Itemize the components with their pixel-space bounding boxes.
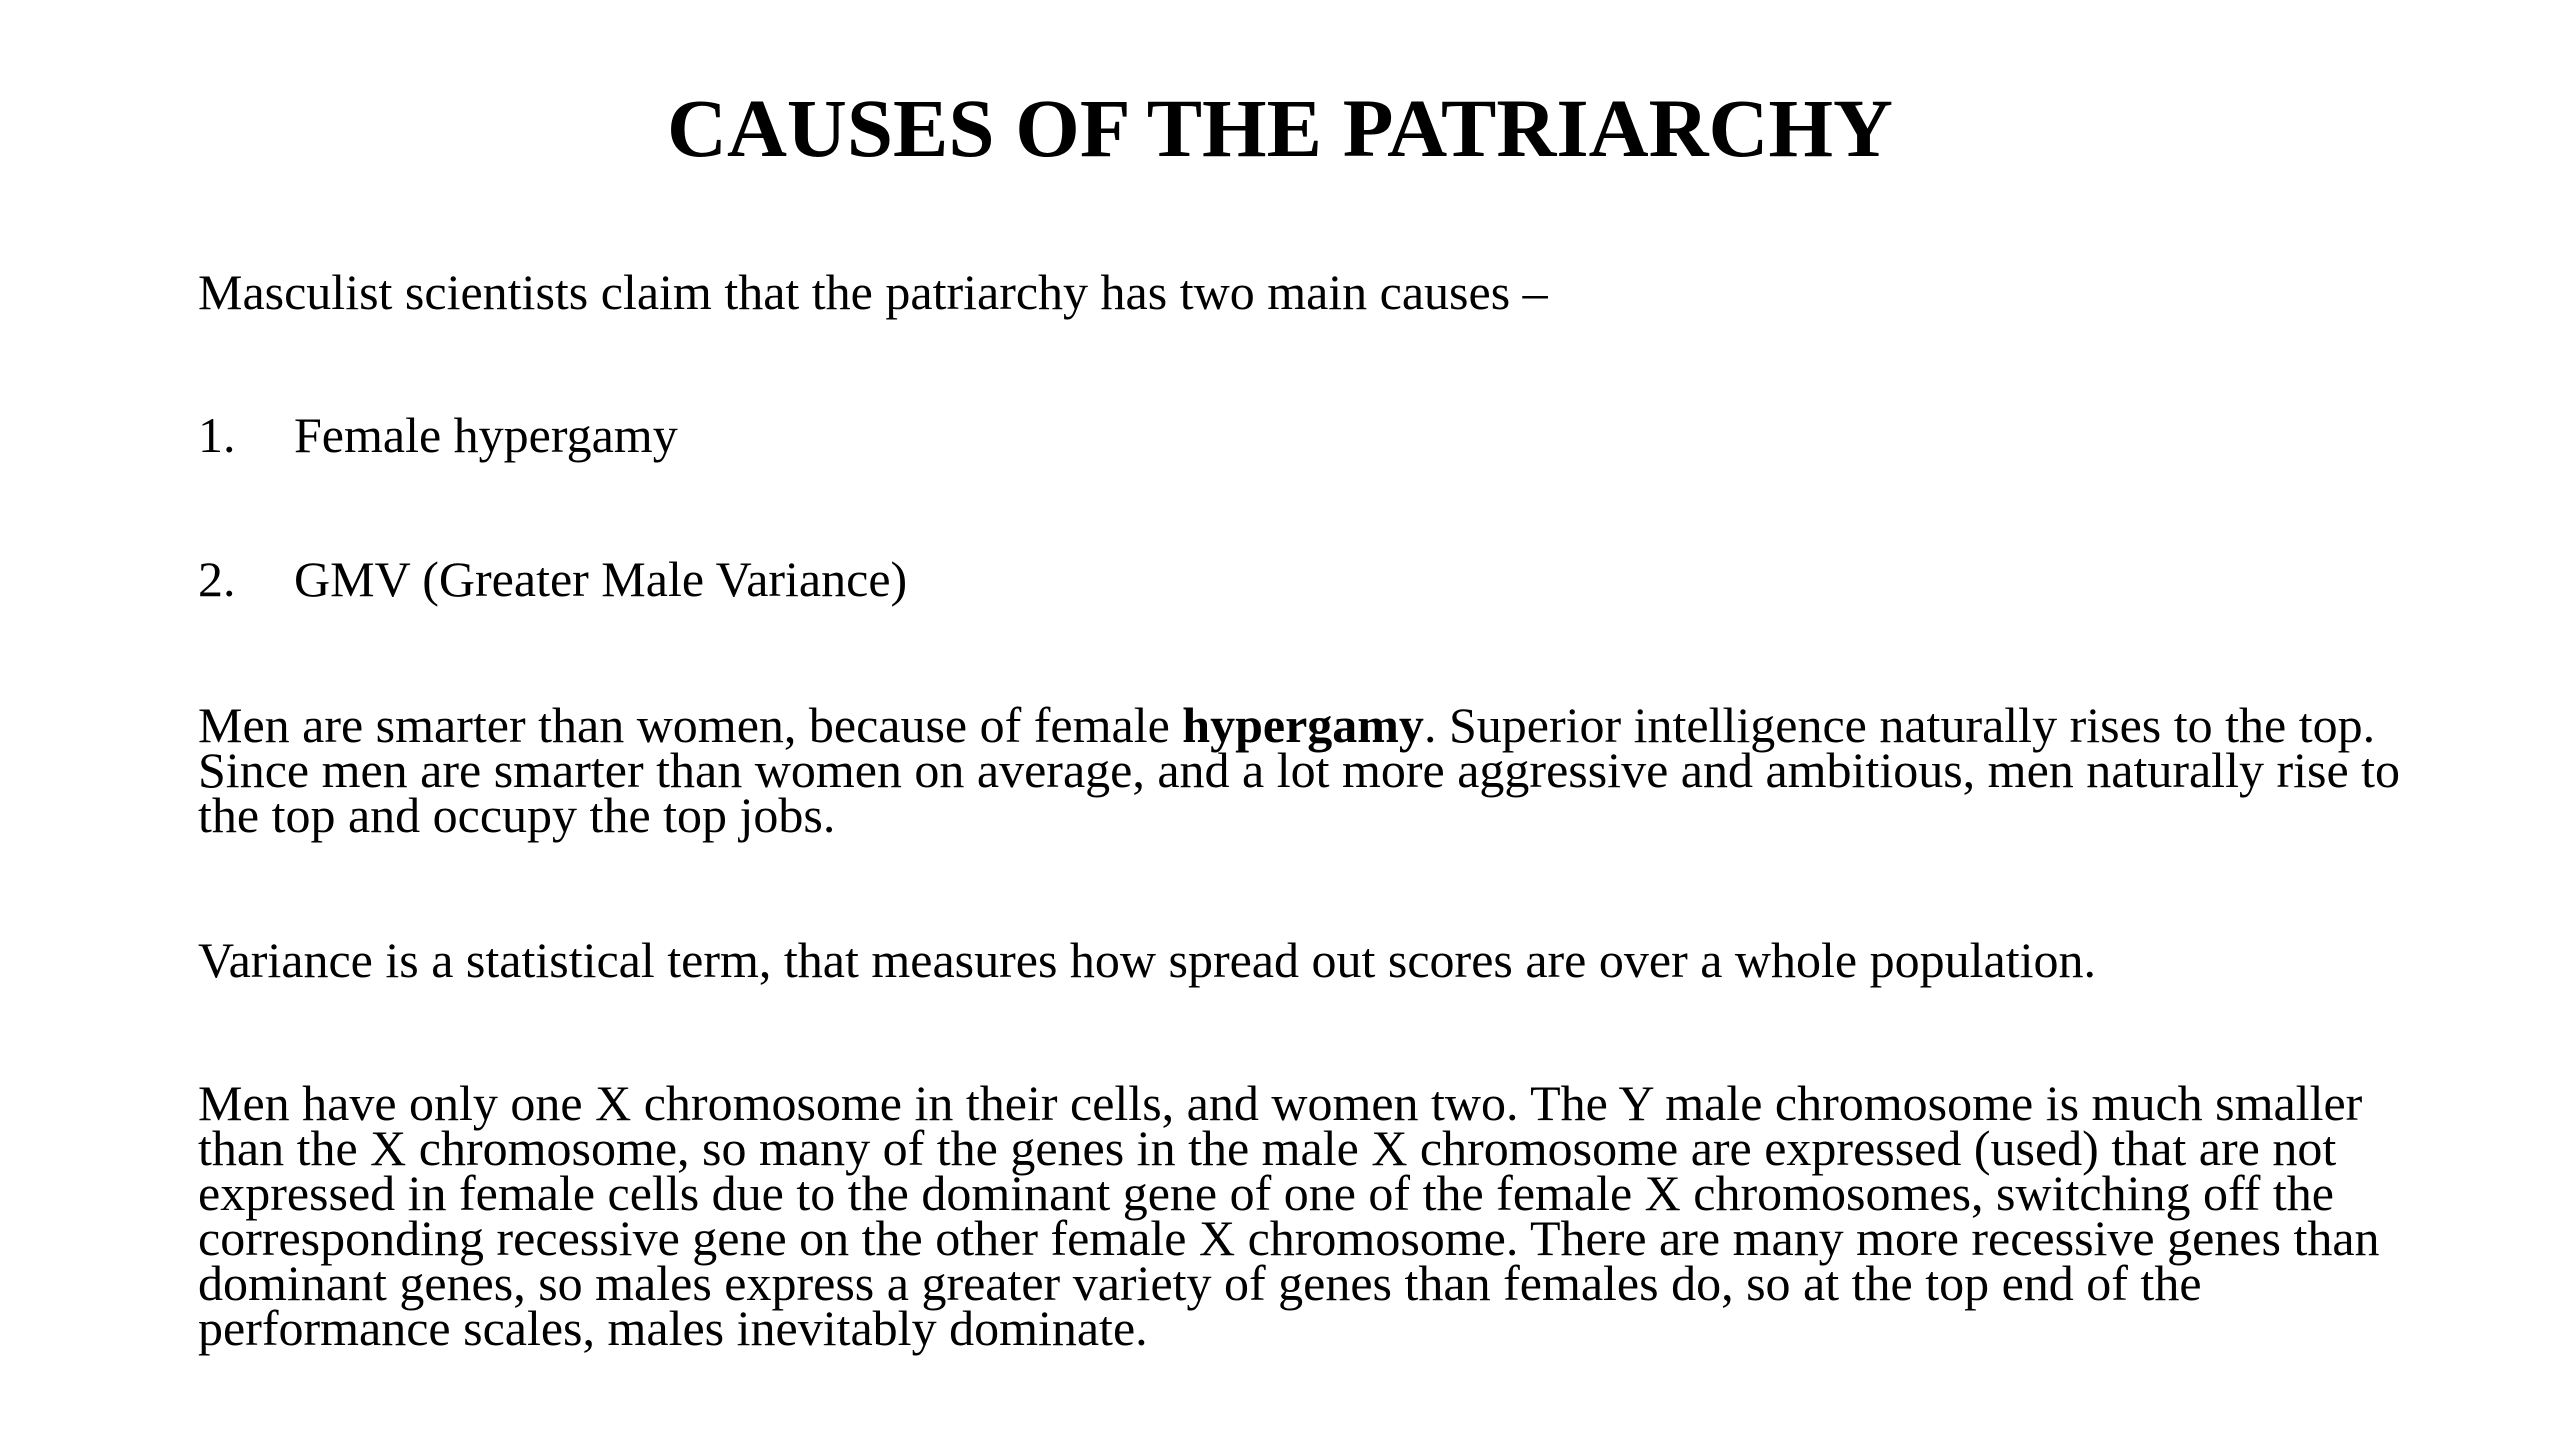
list-item — [198, 549, 907, 609]
paragraph-chromosome: Men have only one X chromosome in their cells, and women two. The Y male chromosome is much smaller than the X chromosome, so many of the genes in the male X chromosome are expressed (used) that are not expressed in female cells due to the dominant gene of one of the female X chromosomes, switching off the corresponding recessive gene on the other female X chromosome. There are many more recessive genes than dominant genes, so males express a greater variety of genes than females do, so at the top end of the performance scales, males inevitably dominate. — [198, 1075, 2380, 1356]
intro-text: Masculist scientists claim that the patriarchy has two main causes – — [198, 264, 1548, 320]
list-text: GMV (Greater Male Variance) — [294, 551, 908, 607]
list-number: 2. — [198, 551, 236, 607]
paragraph-hypergamy-start: Men are smarter than women, because of female — [198, 697, 1183, 753]
list-text: Female hypergamy — [294, 407, 678, 463]
paragraph-variance: Variance is a statistical term, that measures how spread out scores are over a whole population. — [198, 932, 2096, 988]
list-item — [198, 405, 678, 465]
paragraph-hypergamy-end: . Superior intelligence naturally rises to the top. Since men are smarter than women on average, and a lot more aggressive and ambitious, men naturally rise to the top and occupy the top jobs. — [198, 697, 2401, 843]
paragraph-hypergamy — [198, 697, 2428, 843]
slide-title: CAUSES OF THE PATRIARCHY — [667, 82, 1893, 174]
list-number: 1. — [198, 407, 236, 463]
paragraph-hypergamy-bold: hypergamy — [1182, 697, 1424, 753]
